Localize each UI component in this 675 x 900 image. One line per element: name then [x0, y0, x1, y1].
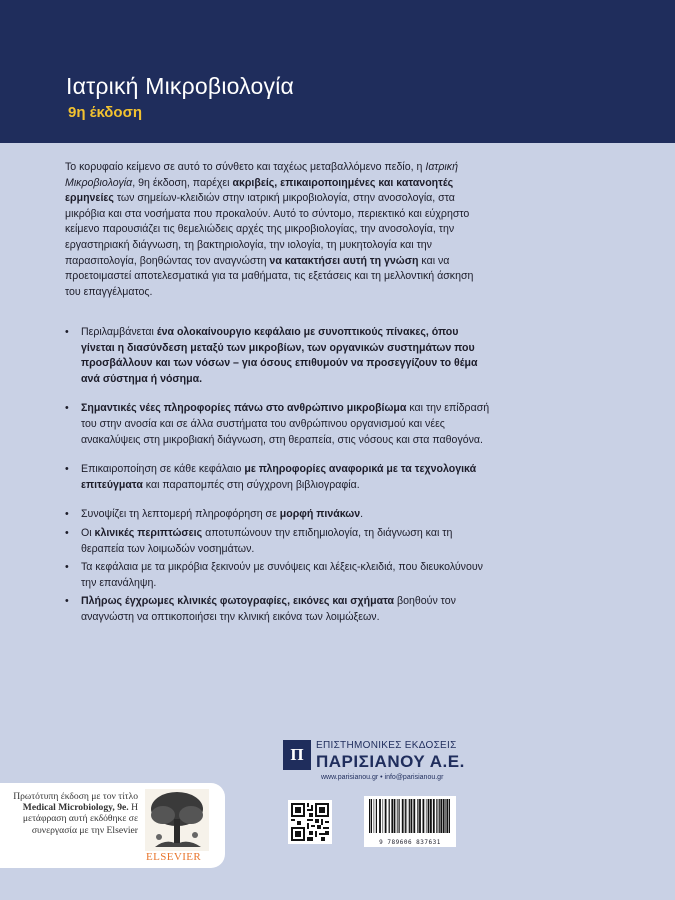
- barcode-bar: [445, 799, 446, 833]
- barcode-bar: [433, 799, 435, 833]
- barcode-bar: [423, 799, 425, 833]
- note-after: Η μετάφραση αυτή εκδόθηκε σε συνεργασία με την Elsevier: [22, 802, 138, 836]
- barcode-bar: [396, 799, 397, 833]
- elsevier-logo-text: ELSEVIER: [146, 851, 202, 863]
- barcode-bar: [419, 799, 421, 833]
- text-run: και την επίδρασή του στην ανοσία και σε άλλα συστήματα του ανθρώπινου οργανισμού και νέες ανακαλύψεις στη μικροβιακή διάγνωση, στη θεραπεία, στις νόσους και στα παθογόνα.: [81, 402, 490, 446]
- barcode-bar: [374, 799, 375, 833]
- text-run: να κατακτήσει αυτή τη γνώση: [269, 254, 419, 267]
- publisher-mark-icon: Π: [283, 740, 311, 770]
- text-run: Επικαιροποίηση σε κάθε κεφάλαιο: [81, 463, 245, 476]
- note-title: Medical Microbiology, 9e.: [22, 802, 129, 814]
- barcode-icon: [367, 799, 453, 835]
- text-run: ένα ολοκαίνουργιο κεφάλαιο με συνοπτικούς πίνακες, όπου γίνεται η διασύνδεση μεταξύ των μικροβίων, των οργανικών συστημάτων που προσβάλλουν και των νόσων – για όσους επιθυμούν να προσεγγίζουν το θέμα ανά σύστημα ή νόσημα.: [81, 326, 478, 385]
- text-run: των σημείων-κλειδιών στην ιατρική μικροβιολογία, στην ανοσολογία, στα μικρόβια και στα νοσήματα που προκαλούν. Αυτό το σύντομο, περιεκτικό και εύχρηστο κείμενο παρουσιάζει τις θεμελιώδεις αρχές της μικροβιολογίας, την ανοσολογία, την εργαστηριακή διάγνωση, τη βακτηριολογία, την ιολογία, τη μυκητολογία και την παρασιτολογία, βοηθώντας τον αναγνώστη: [65, 192, 470, 267]
- publisher-line1: ΕΠΙΣΤΗΜΟΝΙΚΕΣ ΕΚΔΟΣΕΙΣ: [316, 740, 457, 751]
- barcode-bar: [369, 799, 370, 833]
- barcode-bar: [428, 799, 430, 833]
- original-edition-note: [8, 791, 138, 836]
- barcode-bar: [383, 799, 384, 833]
- barcode-bar: [391, 799, 393, 833]
- barcode-bar: [436, 799, 437, 833]
- feature-item: [65, 507, 490, 523]
- isbn-number: 9 789606 837631: [379, 839, 441, 846]
- barcode-bar: [402, 799, 404, 833]
- text-run: Σημαντικές νέες πληροφορίες πάνω στο ανθρώπινο μικροβίωμα: [81, 402, 407, 415]
- text-run: ακριβείς, επικαιροποιημένες και κατανοητές ερμηνείες: [65, 176, 454, 205]
- barcode-bar: [413, 799, 415, 833]
- text-run: .: [360, 508, 364, 521]
- barcode-bar: [439, 799, 440, 833]
- text-run: και να προετοιμαστεί αποτελεσματικά για τα μαθήματα, τις εξετάσεις και τη μελλοντική άσκηση του επαγγέλματος.: [65, 254, 474, 298]
- text-run: Περιλαμβάνεται: [81, 326, 157, 338]
- barcode-bar: [411, 799, 413, 833]
- barcode-bar: [440, 799, 442, 833]
- barcode-bar: [443, 799, 445, 833]
- text-run: αποτυπώνουν την επιδημιολογία, τη διάγνωση και τη θεραπεία των λοιμωδών νοσημάτων.: [81, 526, 453, 555]
- note-before: Πρωτότυπη έκδοση με τον τίτλο: [13, 791, 138, 802]
- book-title: Ιατρική Μικροβιολογία: [66, 73, 295, 99]
- elsevier-box: [0, 783, 225, 868]
- text-run: κλινικές περιπτώσεις: [94, 526, 203, 539]
- header-band: [0, 0, 675, 143]
- barcode-bar: [394, 799, 395, 833]
- feature-item: [65, 325, 490, 387]
- text-run: Οι: [81, 526, 95, 539]
- intro-paragraph: [65, 160, 490, 300]
- feature-item: [65, 526, 490, 557]
- text-run: μορφή πινάκων: [279, 508, 361, 521]
- text-run: Τα κεφάλαια με τα μικρόβια ξεκινούν με συνόψεις και λέξεις-κλειδιά, που διευκολύνουν την επανάληψη.: [81, 561, 483, 589]
- text-run: Το κορυφαίο κείμενο σε αυτό το σύνθετο και ταχέως μεταβαλλόμενο πεδίο, η: [65, 161, 426, 173]
- barcode-bar: [376, 799, 377, 833]
- text-run: Συνοψίζει τη λεπτομερή πληροφόρηση σε: [81, 508, 280, 521]
- text-run: , 9η έκδοση, παρέχει: [132, 176, 233, 189]
- feature-item: [65, 401, 490, 448]
- publisher-website: www.parisianou.gr • info@parisianou.gr: [321, 774, 444, 781]
- barcode-bar: [399, 799, 400, 833]
- edition-label: 9η έκδοση: [68, 104, 142, 121]
- text-run: βοηθούν τον αναγνώστη να οπτικοποιήσει την κλινική εικόνα των λοιμώξεων.: [81, 595, 456, 623]
- feature-list: [65, 325, 490, 629]
- barcode-bar: [430, 799, 432, 833]
- publisher-logo: [283, 740, 483, 788]
- text-run: και παραπομπές στη σύγχρονη βιβλιογραφία.: [142, 478, 360, 491]
- barcode-bar: [407, 799, 408, 833]
- barcode-bar: [397, 799, 398, 833]
- barcode-bar: [379, 799, 381, 833]
- barcode-bar: [449, 799, 450, 833]
- isbn-barcode: [364, 796, 456, 847]
- barcode-bar: [385, 799, 387, 833]
- qr-code: [288, 800, 332, 844]
- barcode-bar: [446, 799, 448, 833]
- elsevier-tree-icon: [145, 789, 209, 851]
- text-run: Ιατρική Μικροβιολογία: [65, 161, 458, 189]
- feature-item: [65, 594, 490, 625]
- barcode-bar: [417, 799, 418, 833]
- barcode-bar: [405, 799, 406, 833]
- barcode-bar: [426, 799, 427, 833]
- text-run: Πλήρως έγχρωμες κλινικές φωτογραφίες, εικόνες και σχήματα: [81, 595, 395, 608]
- feature-item: [65, 560, 490, 591]
- publisher-name: ΠΑΡΙΣΙΑΝΟΥ Α.Ε.: [316, 752, 465, 771]
- barcode-bar: [389, 799, 390, 833]
- feature-item: [65, 462, 490, 493]
- barcode-bar: [409, 799, 410, 833]
- text-run: με πληροφορίες αναφορικά με τα τεχνολογικά επιτεύγματα: [81, 463, 477, 491]
- barcode-bar: [371, 799, 372, 833]
- qr-code-icon: [291, 803, 329, 841]
